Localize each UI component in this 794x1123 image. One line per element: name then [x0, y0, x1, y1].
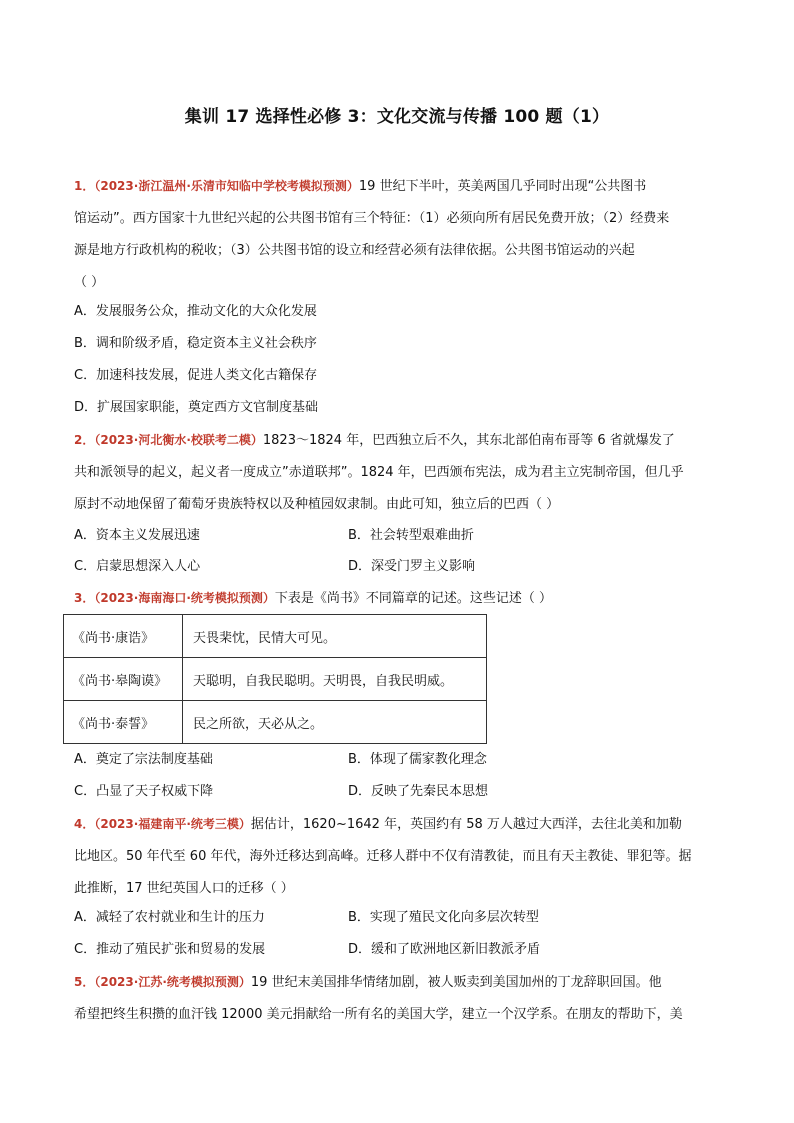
question-2-option-d[interactable]: D．深受门罗主义影响: [348, 559, 476, 574]
question-2-source: （2023·河北衡水·校联考二模）: [94, 433, 263, 447]
question-3-option-d[interactable]: D．反映了先秦民本思想: [348, 784, 489, 799]
question-4: [74, 808, 724, 905]
question-1-text-1: 19 世纪下半叶，英美两国几乎同时出现“公共图书: [358, 179, 647, 194]
question-1: [74, 170, 724, 299]
question-5-source: （2023·江苏·统考模拟预测）: [94, 975, 251, 989]
question-4-option-a[interactable]: A．减轻了农村就业和生计的压力: [74, 910, 265, 925]
question-4-text-2: 比地区。50 年代至 60 年代，海外迁移达到高峰。迁移人群中不仅有清教徒，而且有天主教徒、罪犯等。据: [74, 849, 692, 864]
question-5-line-1: [74, 966, 724, 999]
question-2-text-1: 1823～1824 年，巴西独立后不久，其东北部伯南布哥等 6 省就爆发了: [262, 433, 675, 448]
question-3-option-a[interactable]: A．奠定了宗法制度基础: [74, 752, 213, 767]
table-row: [64, 701, 487, 744]
question-3-line-1: [74, 582, 724, 615]
page-title: 集训 17 选择性必修 3：文化交流与传播 100 题（1）: [184, 107, 610, 127]
question-4-line-1: [74, 808, 724, 841]
question-2-line-1: [74, 424, 724, 457]
question-2-text-3: 原封不动地保留了葡萄牙贵族特权以及种植园奴隶制。由此可知，独立后的巴西（ ）: [74, 497, 560, 512]
question-4-text-3: 此推断，17 世纪英国人口的迁移（ ）: [74, 881, 294, 896]
question-1-number: 1．: [74, 179, 95, 193]
question-2-option-c[interactable]: C．启蒙思想深入人心: [74, 559, 201, 574]
question-3-source: （2023·海南海口·统考模拟预测）: [94, 591, 275, 605]
question-2-option-a[interactable]: A．资本主义发展迅速: [74, 528, 200, 543]
question-2: [74, 424, 724, 521]
table-cell-source: 《尚书·皋陶谟》: [64, 658, 183, 701]
question-3-option-b[interactable]: B．体现了儒家教化理念: [348, 752, 487, 767]
question-1-option-c[interactable]: C．加速科技发展，促进人类文化古籍保存: [74, 368, 318, 383]
question-4-text-1: 据估计，1620~1642 年，英国约有 58 万人越过大西洋，去往北美和加勒: [250, 817, 682, 832]
question-1-text-2: 馆运动”。西方国家十九世纪兴起的公共图书馆有三个特征：（1）必须向所有居民免费开放；（2）经费来: [74, 211, 670, 226]
question-3-text-1: 下表是《尚书》不同篇章的记述。这些记述（ ）: [274, 591, 553, 606]
question-4-option-d[interactable]: D．缓和了欧洲地区新旧教派矛盾: [348, 942, 541, 957]
question-4-number: 4．: [74, 817, 95, 831]
question-5-text-2: 希望把终生积攒的血汗钱 12000 美元捐献给一所有名的美国大学，建立一个汉学系。在朋友的帮助下，美: [74, 1007, 683, 1022]
question-1-option-d[interactable]: D．扩展国家职能，奠定西方文官制度基础: [74, 400, 319, 415]
question-4-option-b[interactable]: B．实现了殖民文化向多层次转型: [348, 910, 539, 925]
question-1-blank: （ ）: [74, 275, 105, 290]
quote-table: [63, 614, 487, 744]
table-cell-quote: 天畏棐忱，民情大可见。: [183, 615, 487, 658]
question-4-option-c[interactable]: C．推动了殖民扩张和贸易的发展: [74, 942, 266, 957]
question-2-text-2: 共和派领导的起义，起义者一度成立”赤道联邦”。1824 年，巴西颁布宪法，成为君主立宪制帝国，但几乎: [74, 465, 684, 480]
table-row: [64, 658, 487, 701]
question-3: [74, 582, 724, 615]
question-2-number: 2．: [74, 433, 95, 447]
question-1-source: （2023·浙江温州·乐清市知临中学校考模拟预测）: [94, 179, 359, 193]
table-cell-source: 《尚书·泰誓》: [64, 701, 183, 744]
table-row: [64, 615, 487, 658]
table-cell-quote: 民之所欲，天必从之。: [183, 701, 487, 744]
question-5-text-1: 19 世纪末美国排华情绪加剧，被人贩卖到美国加州的丁龙辞职回国。他: [250, 975, 662, 990]
question-2-option-b[interactable]: B．社会转型艰难曲折: [348, 528, 474, 543]
question-3-option-c[interactable]: C．凸显了天子权威下降: [74, 784, 214, 799]
table-cell-source: 《尚书·康诰》: [64, 615, 183, 658]
question-5-number: 5．: [74, 975, 95, 989]
question-1-option-a[interactable]: A．发展服务公众，推动文化的大众化发展: [74, 304, 317, 319]
question-5: [74, 966, 724, 1031]
question-3-number: 3．: [74, 591, 95, 605]
question-1-text-3: 源是地方行政机构的税收；（3）公共图书馆的设立和经营必须有法律依据。公共图书馆运动的兴起: [74, 243, 635, 258]
question-1-option-b[interactable]: B．调和阶级矛盾，稳定资本主义社会秩序: [74, 336, 317, 351]
table-cell-quote: 天聪明，自我民聪明。天明畏，自我民明威。: [183, 658, 487, 701]
question-1-line-1: [74, 170, 724, 203]
question-4-source: （2023·福建南平·统考三模）: [94, 817, 251, 831]
